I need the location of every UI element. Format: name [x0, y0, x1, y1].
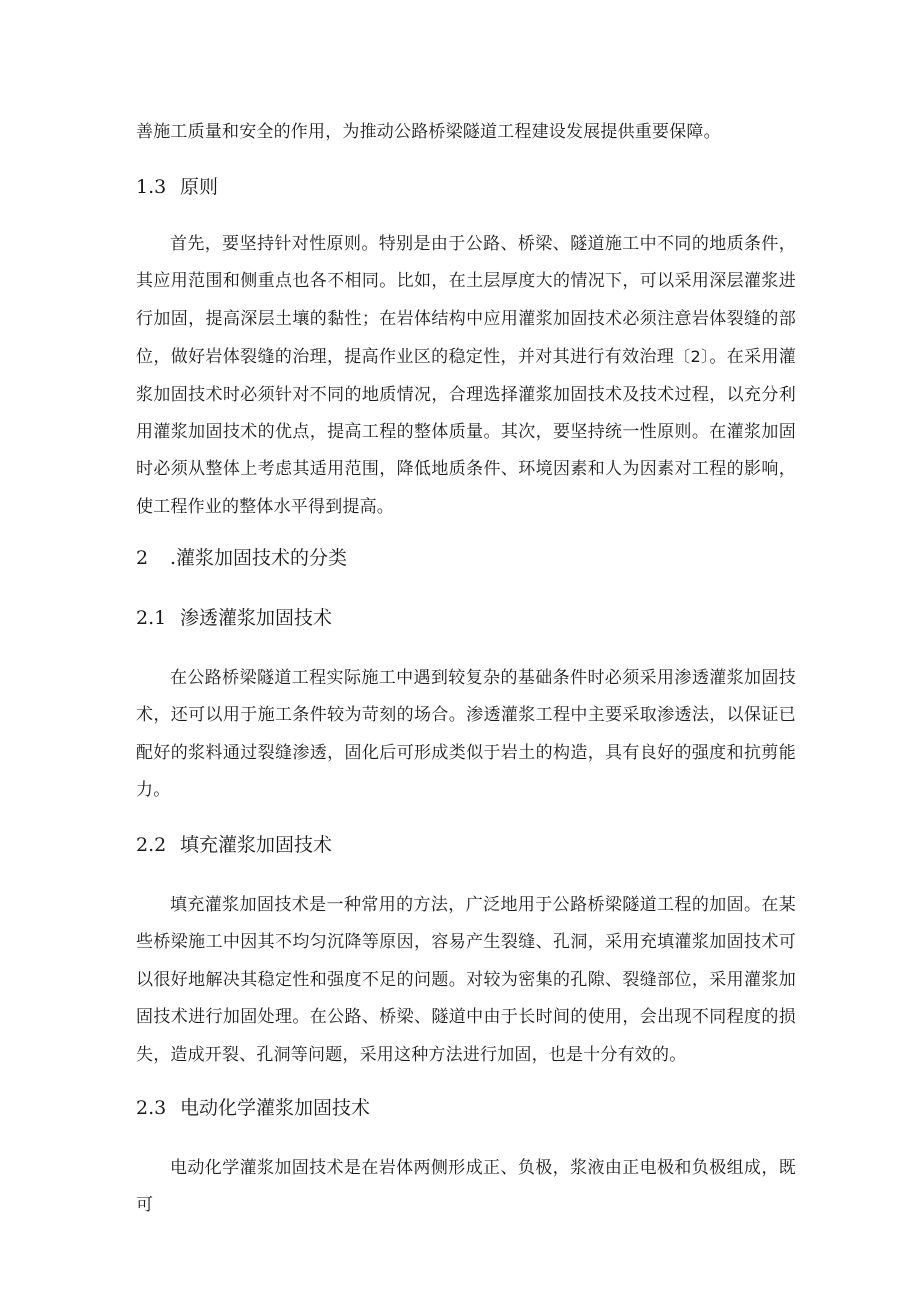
section-title: 电动化学灌浆加固技术 — [180, 1097, 371, 1119]
paragraph-filling-grouting: 填充灌浆加固技术是一种常用的方法，广泛地用于公路桥梁隧道工程的加固。在某些桥梁施工中因其不均匀沉降等原因，容易产生裂缝、孔洞，采用充填灌浆加固技术可以很好地解决其稳定性和强度不足的问题。对较为密集的孔隙、裂缝部位，采用灌浆加固技术进行加固处理。在公路、桥梁、隧道中由于长时间的使用，会出现不同程度的损失，造成开裂、孔洞等问题，采用这种方法进行加固，也是十分有效的。 — [136, 895, 796, 1065]
section-heading-1-3 — [136, 174, 796, 200]
paragraph-permeation-grouting: 在公路桥梁隧道工程实际施工中遇到较复杂的基础条件时必须采用渗透灌浆加固技术，还可以用于施工条件较为苛刻的场合。渗透灌浆工程中主要采取渗透法，以保证已配好的浆料通过裂缝渗透，固化后可形成类似于岩土的构造，具有良好的强度和抗剪能力。 — [136, 668, 796, 801]
section-number: 1.3 — [136, 176, 167, 198]
section-heading-2-1 — [136, 605, 796, 631]
section-title: 填充灌浆加固技术 — [180, 834, 333, 856]
paragraph-principles — [136, 226, 796, 526]
section-number: 2 — [136, 547, 149, 569]
section-number: 2.1 — [136, 607, 167, 629]
section-number: 2.3 — [136, 1097, 167, 1119]
section-title: 渗透灌浆加固技术 — [180, 607, 333, 629]
section-heading-2-3 — [136, 1095, 796, 1121]
paragraph-text: 。在采用灌浆加固技术时必须针对不同的地质情况，合理选择灌浆加固技术及技术过程，以充分利用灌浆加固技术的优点，提高工程的整体质量。其次，要坚持统一性原则。在灌浆加固时必须从整体上考虑其适用范围，降低地质条件、环境因素和人为因素对工程的影响，使工程作业的整体水平得到提高。 — [136, 347, 797, 517]
paragraph-continuation: 善施工质量和安全的作用，为推动公路桥梁隧道工程建设发展提供重要保障。 — [136, 122, 721, 142]
section-heading-2-2 — [136, 832, 796, 858]
section-number: 2.2 — [136, 834, 167, 856]
paragraph-electrochemical-grouting: 电动化学灌浆加固技术是在岩体两侧形成正、负极，浆液由正电极和负极组成，既可 — [136, 1158, 796, 1216]
citation-reference: 〔2〕 — [674, 347, 710, 367]
paragraph-text: 首先，要坚持针对性原则。特别是由于公路、桥梁、隧道施工中不同的地质条件，其应用范围和侧重点也各不相同。比如，在土层厚度大的情况下，可以采用深层灌浆进行加固，提高深层土壤的黏性；在岩体结构中应用灌浆加固技术必须注意岩体裂缝的部位，做好岩体裂缝的治理，提高作业区的稳定性，并对其进行有效治理 — [136, 234, 796, 368]
section-title: 原则 — [180, 176, 219, 198]
section-title: .灌浆加固技术的分类 — [170, 547, 348, 569]
section-heading-2 — [136, 545, 796, 571]
